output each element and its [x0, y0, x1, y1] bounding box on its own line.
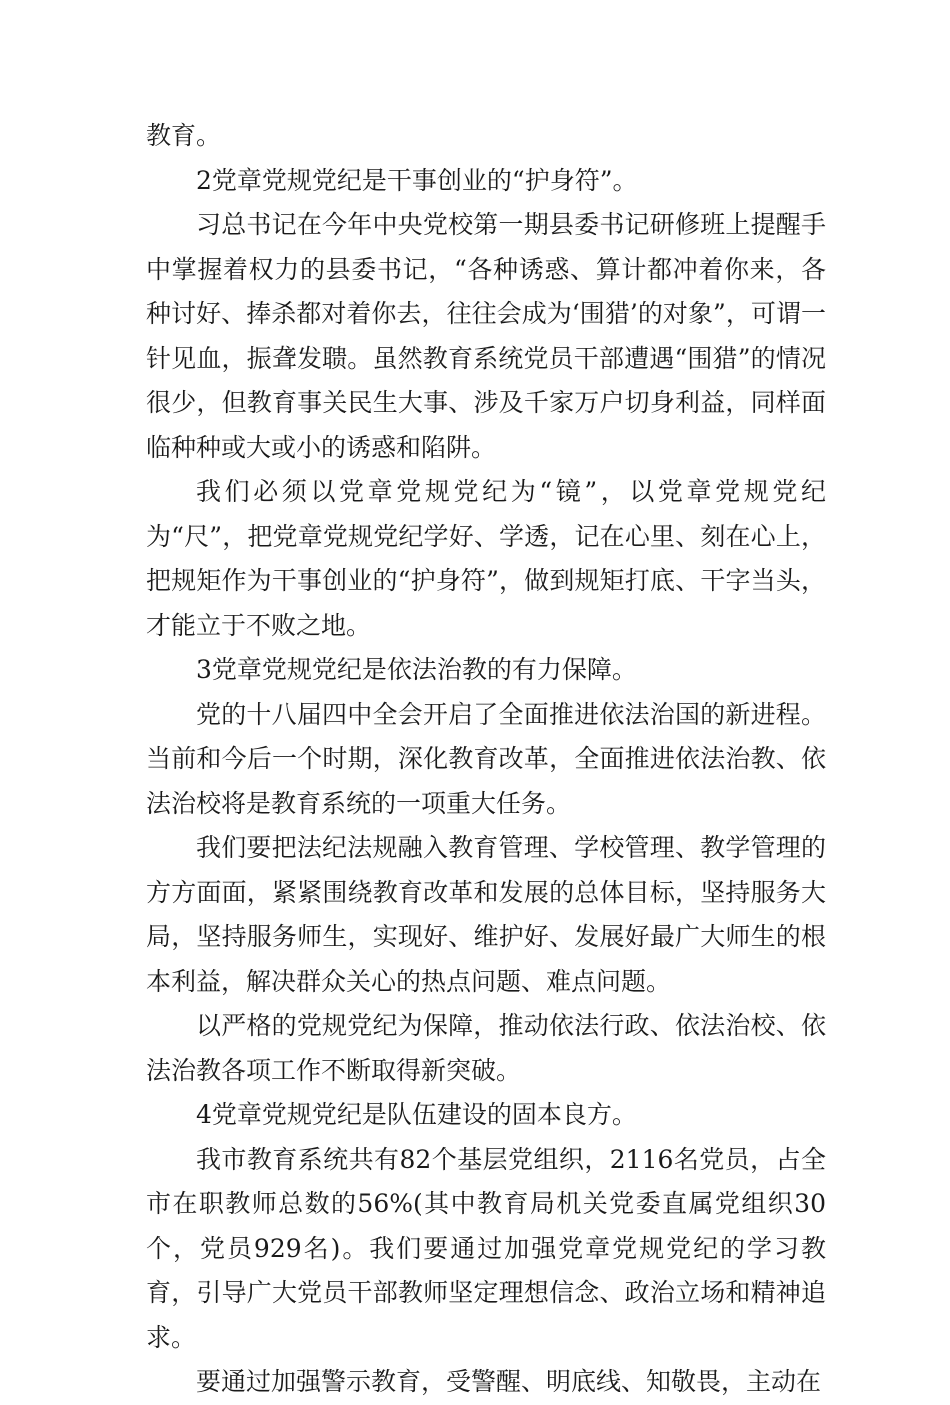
section-heading-4: 4党章党规党纪是队伍建设的固本良方。	[196, 1100, 637, 1129]
paragraph: 我们必须以党章党规党纪为“镜”，以党章党规党纪为“尺”，把党章党规党纪学好、学透，记在心里、刻在心上，把规矩作为干事创业的“护身符”，做到规矩打底、干字当头，才能立于不败之地。	[146, 477, 826, 640]
paragraph: 我市教育系统共有82个基层党组织，2116名党员，占全市在职教师总数的56%(其中教育局机关党委直属党组织30个，党员929名)。我们要通过加强党章党规党纪的学习教育，引导广大党员干部教师坚定理想信念、政治立场和精神追求。	[146, 1144, 826, 1352]
paragraph: 以严格的党规党纪为保障，推动依法行政、依法治校、依法治教各项工作不断取得新突破。	[146, 1011, 826, 1085]
paragraph-continuation: 教育。	[146, 121, 222, 150]
document-body	[146, 114, 826, 1405]
paragraph: 党的十八届四中全会开启了全面推进依法治国的新进程。当前和今后一个时期，深化教育改革，全面推进依法治教、依法治校将是教育系统的一项重大任务。	[146, 699, 826, 818]
section-heading-3: 3党章党规党纪是依法治教的有力保障。	[196, 655, 637, 684]
section-heading-2: 2党章党规党纪是干事创业的“护身符”。	[196, 165, 638, 195]
paragraph: 我们要把法纪法规融入教育管理、学校管理、教学管理的方方面面，紧紧围绕教育改革和发展的总体目标，坚持服务大局，坚持服务师生，实现好、维护好、发展好最广大师生的根本利益，解决群众关心的热点问题、难点问题。	[146, 833, 826, 996]
paragraph: 习总书记在今年中央党校第一期县委书记研修班上提醒手中掌握着权力的县委书记，“各种诱惑、算计都冲着你来，各种讨好、捧杀都对着你去，往往会成为‘围猎’的对象”，可谓一针见血，振聋发聩。虽然教育系统党员干部遭遇“围猎”的情况很少，但教育事关民生大事、涉及千家万户切身利益，同样面临种种或大或小的诱惑和陷阱。	[146, 210, 826, 462]
paragraph: 要通过加强警示教育，受警醒、明底线、知敬畏，主动在	[196, 1367, 822, 1396]
